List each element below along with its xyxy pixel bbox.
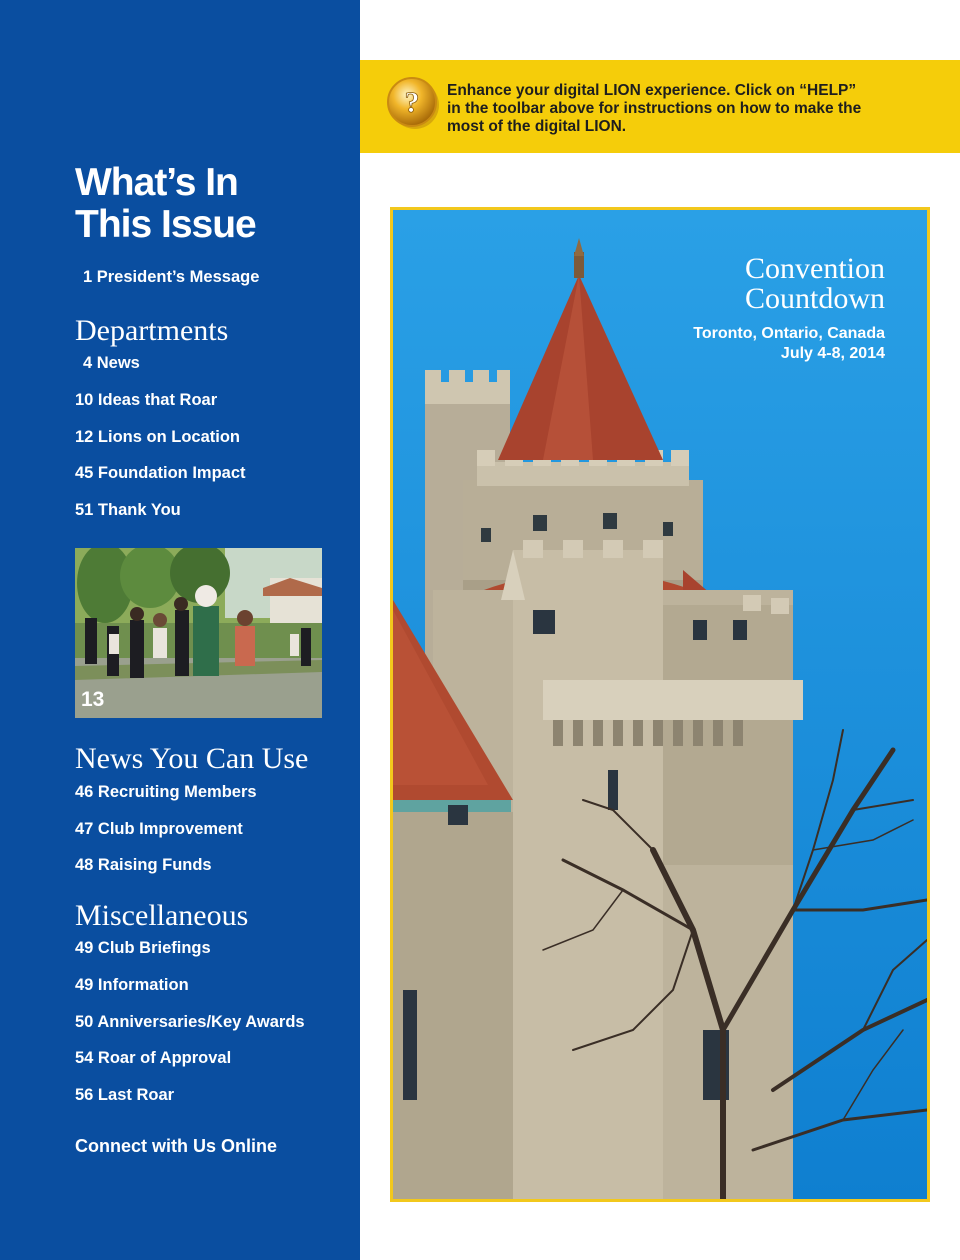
feature-title [745,254,885,314]
toc-link-information[interactable]: 49 Information [75,976,189,994]
svg-text:?: ? [404,86,420,119]
toc-link-roar-of-approval[interactable]: 54 Roar of Approval [75,1049,232,1067]
help-icon[interactable] [386,76,440,130]
connect-online-link[interactable]: Connect with Us Online [75,1136,278,1156]
feature-title-line1: Convention [745,252,885,285]
section-heading-miscellaneous: Miscellaneous [75,899,249,932]
lions-on-location-thumbnail[interactable] [75,548,322,718]
issue-title [75,162,345,246]
feature-title-line2: Countdown [744,282,885,315]
toc-link-foundation-impact[interactable]: 45 Foundation Impact [75,464,246,482]
help-banner [360,60,960,153]
toc-link-club-briefings[interactable]: 49 Club Briefings [75,939,211,957]
feature-dates: July 4-8, 2014 [780,345,885,362]
procession-photo [75,548,322,718]
section-heading-news-you-can-use: News You Can Use [75,742,309,775]
table-of-contents-sidebar [0,0,360,1260]
issue-title-line2: This Issue [75,203,256,246]
toc-link-lions-on-location[interactable]: 12 Lions on Location [75,428,241,446]
toc-link-anniversaries-key-awards[interactable]: 50 Anniversaries/Key Awards [75,1013,305,1031]
toc-link-presidents-message[interactable]: 1 President’s Message [83,268,260,286]
toc-link-last-roar[interactable]: 56 Last Roar [75,1086,175,1104]
help-instructions [447,82,917,136]
issue-title-line1: What’s In [75,161,238,204]
help-text-line1: Enhance your digital LION experience. Click on “HELP” [447,82,857,99]
toc-link-news[interactable]: 4 News [83,354,140,372]
toc-link-ideas-that-roar[interactable]: 10 Ideas that Roar [75,391,218,409]
help-text-line2: in the toolbar above for instructions on how to make the [447,100,862,117]
section-heading-departments: Departments [75,314,229,347]
toc-link-club-improvement[interactable]: 47 Club Improvement [75,820,243,838]
help-text-line3: most of the digital LION. [447,118,627,135]
toc-link-raising-funds[interactable]: 48 Raising Funds [75,856,212,874]
feature-location: Toronto, Ontario, Canada [693,325,885,342]
thumbnail-page-number: 13 [81,688,105,711]
convention-countdown-feature[interactable] [390,207,930,1202]
toc-link-recruiting-members[interactable]: 46 Recruiting Members [75,783,257,801]
toc-link-thank-you[interactable]: 51 Thank You [75,501,181,519]
feature-details [693,324,885,364]
